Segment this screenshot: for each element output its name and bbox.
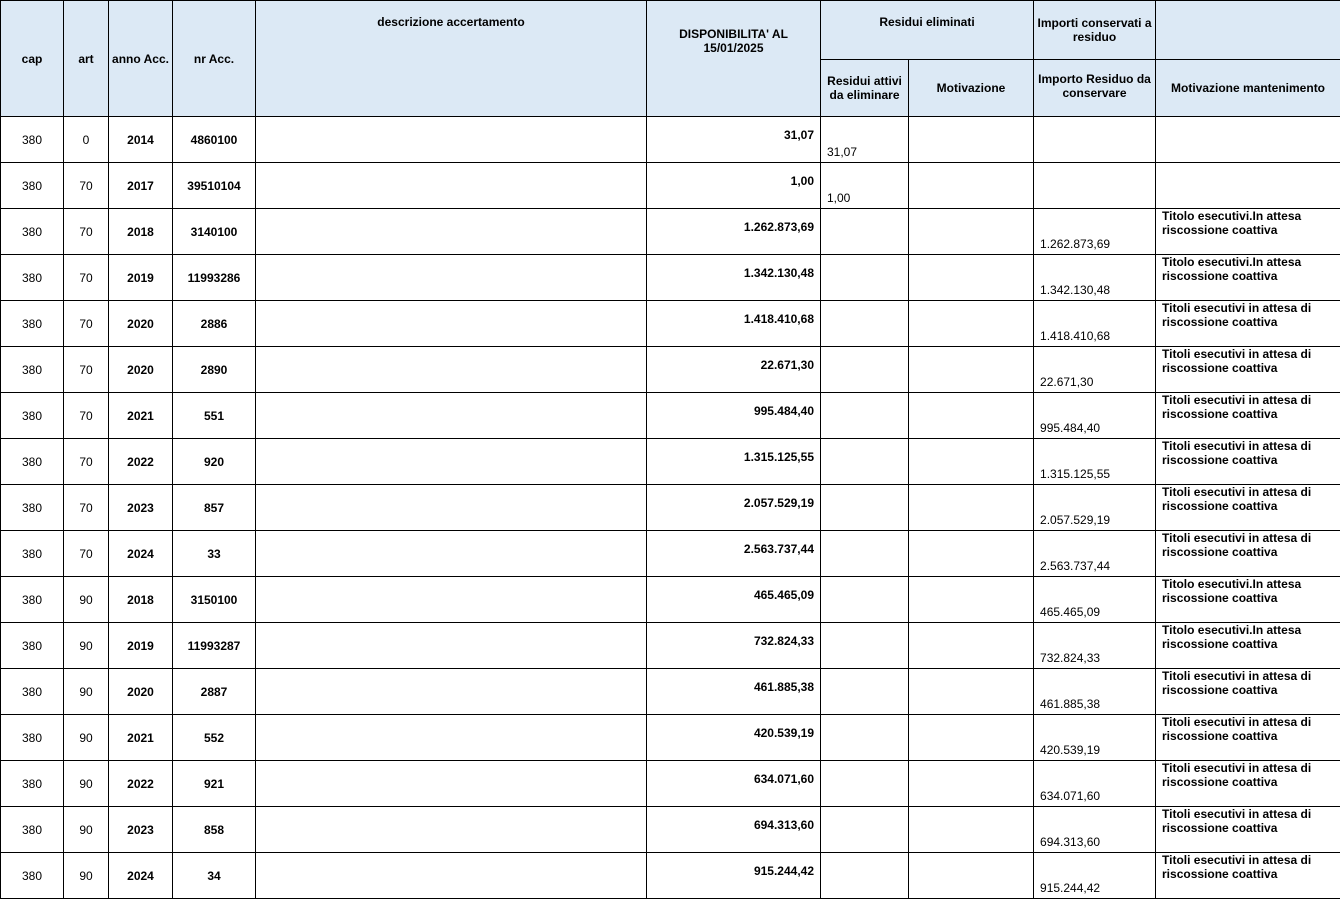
cell-cap: 380	[1, 163, 64, 209]
header-importi-conservati: Importi conservati a residuo	[1034, 1, 1156, 60]
header-motivazione-mantenimento: Motivazione mantenimento	[1156, 60, 1340, 117]
cell-art: 70	[64, 393, 109, 439]
cell-nr: 2887	[173, 669, 256, 715]
cell-importo-residuo: 465.465,09	[1034, 577, 1156, 623]
cell-motivazione	[909, 117, 1034, 163]
cell-residui-attivi	[821, 393, 909, 439]
cell-art: 90	[64, 623, 109, 669]
cell-importo-residuo: 1.315.125,55	[1034, 439, 1156, 485]
cell-motivazione-mantenimento: Titolo esecutivi.In attesa riscossione coattiva	[1156, 623, 1340, 669]
cell-anno: 2018	[109, 209, 173, 255]
cell-disponibilita: 420.539,19	[647, 715, 821, 761]
cell-anno: 2014	[109, 117, 173, 163]
header-disponibilita: DISPONIBILITA' AL 15/01/2025	[647, 1, 821, 117]
cell-cap: 380	[1, 485, 64, 531]
table-row	[1, 623, 1340, 669]
cell-art: 90	[64, 761, 109, 807]
cell-art: 70	[64, 163, 109, 209]
cell-anno: 2021	[109, 393, 173, 439]
cell-motivazione	[909, 163, 1034, 209]
cell-art: 90	[64, 715, 109, 761]
cell-descrizione	[256, 209, 647, 255]
cell-residui-attivi: 31,07	[821, 117, 909, 163]
table-body	[1, 117, 1340, 899]
cell-art: 70	[64, 301, 109, 347]
header-anno: anno Acc.	[109, 1, 173, 117]
table-row	[1, 807, 1340, 853]
cell-motivazione	[909, 209, 1034, 255]
cell-motivazione-mantenimento: Titoli esecutivi in attesa di riscossione coattiva	[1156, 807, 1340, 853]
cell-residui-attivi	[821, 853, 909, 899]
cell-descrizione	[256, 255, 647, 301]
cell-anno: 2017	[109, 163, 173, 209]
cell-art: 90	[64, 669, 109, 715]
table-header	[1, 1, 1340, 117]
header-art: art	[64, 1, 109, 117]
cell-nr: 11993286	[173, 255, 256, 301]
cell-motivazione-mantenimento: Titolo esecutivi.In attesa riscossione coattiva	[1156, 577, 1340, 623]
cell-motivazione	[909, 531, 1034, 577]
cell-nr: 39510104	[173, 163, 256, 209]
cell-motivazione	[909, 853, 1034, 899]
cell-descrizione	[256, 531, 647, 577]
cell-nr: 857	[173, 485, 256, 531]
table-row	[1, 577, 1340, 623]
cell-art: 70	[64, 255, 109, 301]
cell-residui-attivi	[821, 807, 909, 853]
cell-motivazione	[909, 623, 1034, 669]
cell-art: 90	[64, 807, 109, 853]
cell-art: 90	[64, 577, 109, 623]
cell-motivazione-mantenimento: Titoli esecutivi in attesa di riscossione coattiva	[1156, 393, 1340, 439]
cell-nr: 921	[173, 761, 256, 807]
cell-disponibilita: 995.484,40	[647, 393, 821, 439]
cell-disponibilita: 31,07	[647, 117, 821, 163]
cell-disponibilita: 22.671,30	[647, 347, 821, 393]
cell-nr: 551	[173, 393, 256, 439]
cell-art: 0	[64, 117, 109, 163]
cell-residui-attivi	[821, 485, 909, 531]
cell-cap: 380	[1, 117, 64, 163]
cell-anno: 2020	[109, 301, 173, 347]
cell-residui-attivi	[821, 577, 909, 623]
cell-motivazione	[909, 347, 1034, 393]
cell-residui-attivi	[821, 531, 909, 577]
cell-anno: 2021	[109, 715, 173, 761]
cell-importo-residuo: 22.671,30	[1034, 347, 1156, 393]
cell-art: 70	[64, 209, 109, 255]
cell-nr: 2890	[173, 347, 256, 393]
cell-motivazione-mantenimento: Titoli esecutivi in attesa di riscossione coattiva	[1156, 439, 1340, 485]
cell-residui-attivi	[821, 255, 909, 301]
cell-importo-residuo: 2.057.529,19	[1034, 485, 1156, 531]
cell-importo-residuo: 995.484,40	[1034, 393, 1156, 439]
header-residui-eliminati: Residui eliminati	[821, 1, 1034, 60]
cell-motivazione-mantenimento: Titoli esecutivi in attesa di riscossione coattiva	[1156, 715, 1340, 761]
table-row	[1, 117, 1340, 163]
cell-motivazione	[909, 669, 1034, 715]
cell-descrizione	[256, 853, 647, 899]
cell-descrizione	[256, 669, 647, 715]
cell-anno: 2019	[109, 623, 173, 669]
table-row	[1, 761, 1340, 807]
cell-motivazione-mantenimento: Titolo esecutivi.In attesa riscossione coattiva	[1156, 209, 1340, 255]
cell-disponibilita: 2.057.529,19	[647, 485, 821, 531]
cell-disponibilita: 694.313,60	[647, 807, 821, 853]
cell-descrizione	[256, 117, 647, 163]
cell-motivazione-mantenimento: Titoli esecutivi in attesa di riscossione coattiva	[1156, 485, 1340, 531]
cell-anno: 2019	[109, 255, 173, 301]
cell-nr: 2886	[173, 301, 256, 347]
cell-cap: 380	[1, 577, 64, 623]
cell-motivazione-mantenimento: Titoli esecutivi in attesa di riscossione coattiva	[1156, 853, 1340, 899]
cell-cap: 380	[1, 669, 64, 715]
cell-cap: 380	[1, 715, 64, 761]
cell-nr: 4860100	[173, 117, 256, 163]
cell-art: 70	[64, 347, 109, 393]
cell-motivazione-mantenimento	[1156, 163, 1340, 209]
cell-motivazione	[909, 301, 1034, 347]
cell-nr: 34	[173, 853, 256, 899]
cell-disponibilita: 2.563.737,44	[647, 531, 821, 577]
cell-disponibilita: 1.262.873,69	[647, 209, 821, 255]
cell-cap: 380	[1, 209, 64, 255]
cell-descrizione	[256, 301, 647, 347]
cell-cap: 380	[1, 807, 64, 853]
cell-descrizione	[256, 577, 647, 623]
cell-anno: 2024	[109, 853, 173, 899]
cell-motivazione	[909, 577, 1034, 623]
table-row	[1, 209, 1340, 255]
cell-residui-attivi	[821, 623, 909, 669]
table-row	[1, 485, 1340, 531]
header-nr: nr Acc.	[173, 1, 256, 117]
cell-motivazione-mantenimento: Titoli esecutivi in attesa di riscossione coattiva	[1156, 669, 1340, 715]
header-cap: cap	[1, 1, 64, 117]
table-row	[1, 715, 1340, 761]
cell-residui-attivi	[821, 439, 909, 485]
cell-nr: 11993287	[173, 623, 256, 669]
cell-disponibilita: 1.342.130,48	[647, 255, 821, 301]
cell-nr: 920	[173, 439, 256, 485]
cell-nr: 552	[173, 715, 256, 761]
cell-disponibilita: 465.465,09	[647, 577, 821, 623]
cell-cap: 380	[1, 761, 64, 807]
cell-anno: 2023	[109, 807, 173, 853]
table-row	[1, 853, 1340, 899]
cell-cap: 380	[1, 393, 64, 439]
cell-disponibilita: 915.244,42	[647, 853, 821, 899]
cell-descrizione	[256, 807, 647, 853]
cell-importo-residuo: 461.885,38	[1034, 669, 1156, 715]
cell-anno: 2022	[109, 439, 173, 485]
cell-cap: 380	[1, 853, 64, 899]
cell-importo-residuo: 1.262.873,69	[1034, 209, 1156, 255]
table-row	[1, 439, 1340, 485]
header-descrizione: descrizione accertamento	[256, 1, 647, 117]
cell-motivazione-mantenimento: Titoli esecutivi in attesa di riscossione coattiva	[1156, 301, 1340, 347]
cell-disponibilita: 634.071,60	[647, 761, 821, 807]
cell-cap: 380	[1, 623, 64, 669]
cell-importo-residuo	[1034, 163, 1156, 209]
header-residui-attivi: Residui attivi da eliminare	[821, 60, 909, 117]
cell-descrizione	[256, 623, 647, 669]
cell-importo-residuo	[1034, 117, 1156, 163]
cell-anno: 2018	[109, 577, 173, 623]
header-motivazione: Motivazione	[909, 60, 1034, 117]
cell-motivazione	[909, 485, 1034, 531]
cell-residui-attivi	[821, 301, 909, 347]
cell-art: 90	[64, 853, 109, 899]
cell-importo-residuo: 915.244,42	[1034, 853, 1156, 899]
cell-importo-residuo: 1.418.410,68	[1034, 301, 1156, 347]
header-importo-residuo: Importo Residuo da conservare	[1034, 60, 1156, 117]
cell-anno: 2024	[109, 531, 173, 577]
cell-motivazione	[909, 807, 1034, 853]
cell-descrizione	[256, 163, 647, 209]
table-row	[1, 347, 1340, 393]
cell-cap: 380	[1, 531, 64, 577]
table-row	[1, 301, 1340, 347]
cell-motivazione-mantenimento: Titoli esecutivi in attesa di riscossione coattiva	[1156, 761, 1340, 807]
cell-anno: 2020	[109, 669, 173, 715]
cell-nr: 33	[173, 531, 256, 577]
cell-nr: 3150100	[173, 577, 256, 623]
table-row	[1, 393, 1340, 439]
cell-art: 70	[64, 531, 109, 577]
table-row	[1, 163, 1340, 209]
cell-descrizione	[256, 485, 647, 531]
cell-anno: 2022	[109, 761, 173, 807]
cell-importo-residuo: 694.313,60	[1034, 807, 1156, 853]
cell-motivazione-mantenimento: Titolo esecutivi.In attesa riscossione coattiva	[1156, 255, 1340, 301]
cell-residui-attivi	[821, 209, 909, 255]
table-row	[1, 669, 1340, 715]
cell-cap: 380	[1, 301, 64, 347]
cell-motivazione	[909, 439, 1034, 485]
cell-cap: 380	[1, 347, 64, 393]
cell-importo-residuo: 732.824,33	[1034, 623, 1156, 669]
cell-nr: 858	[173, 807, 256, 853]
cell-motivazione	[909, 393, 1034, 439]
cell-residui-attivi	[821, 761, 909, 807]
cell-motivazione-mantenimento	[1156, 117, 1340, 163]
cell-cap: 380	[1, 439, 64, 485]
cell-motivazione-mantenimento: Titoli esecutivi in attesa di riscossione coattiva	[1156, 531, 1340, 577]
cell-art: 70	[64, 485, 109, 531]
cell-importo-residuo: 634.071,60	[1034, 761, 1156, 807]
cell-motivazione	[909, 761, 1034, 807]
cell-importo-residuo: 2.563.737,44	[1034, 531, 1156, 577]
cell-residui-attivi: 1,00	[821, 163, 909, 209]
cell-cap: 380	[1, 255, 64, 301]
header-empty	[1156, 1, 1340, 60]
cell-motivazione	[909, 255, 1034, 301]
cell-nr: 3140100	[173, 209, 256, 255]
cell-importo-residuo: 1.342.130,48	[1034, 255, 1156, 301]
cell-disponibilita: 1.315.125,55	[647, 439, 821, 485]
cell-residui-attivi	[821, 715, 909, 761]
cell-residui-attivi	[821, 347, 909, 393]
cell-descrizione	[256, 393, 647, 439]
cell-descrizione	[256, 439, 647, 485]
cell-disponibilita: 461.885,38	[647, 669, 821, 715]
cell-descrizione	[256, 347, 647, 393]
cell-art: 70	[64, 439, 109, 485]
cell-residui-attivi	[821, 669, 909, 715]
table-row	[1, 531, 1340, 577]
cell-disponibilita: 1.418.410,68	[647, 301, 821, 347]
cell-disponibilita: 1,00	[647, 163, 821, 209]
cell-importo-residuo: 420.539,19	[1034, 715, 1156, 761]
cell-anno: 2020	[109, 347, 173, 393]
cell-motivazione-mantenimento: Titoli esecutivi in attesa di riscossione coattiva	[1156, 347, 1340, 393]
cell-motivazione	[909, 715, 1034, 761]
cell-descrizione	[256, 715, 647, 761]
cell-disponibilita: 732.824,33	[647, 623, 821, 669]
cell-descrizione	[256, 761, 647, 807]
table-row	[1, 255, 1340, 301]
cell-anno: 2023	[109, 485, 173, 531]
